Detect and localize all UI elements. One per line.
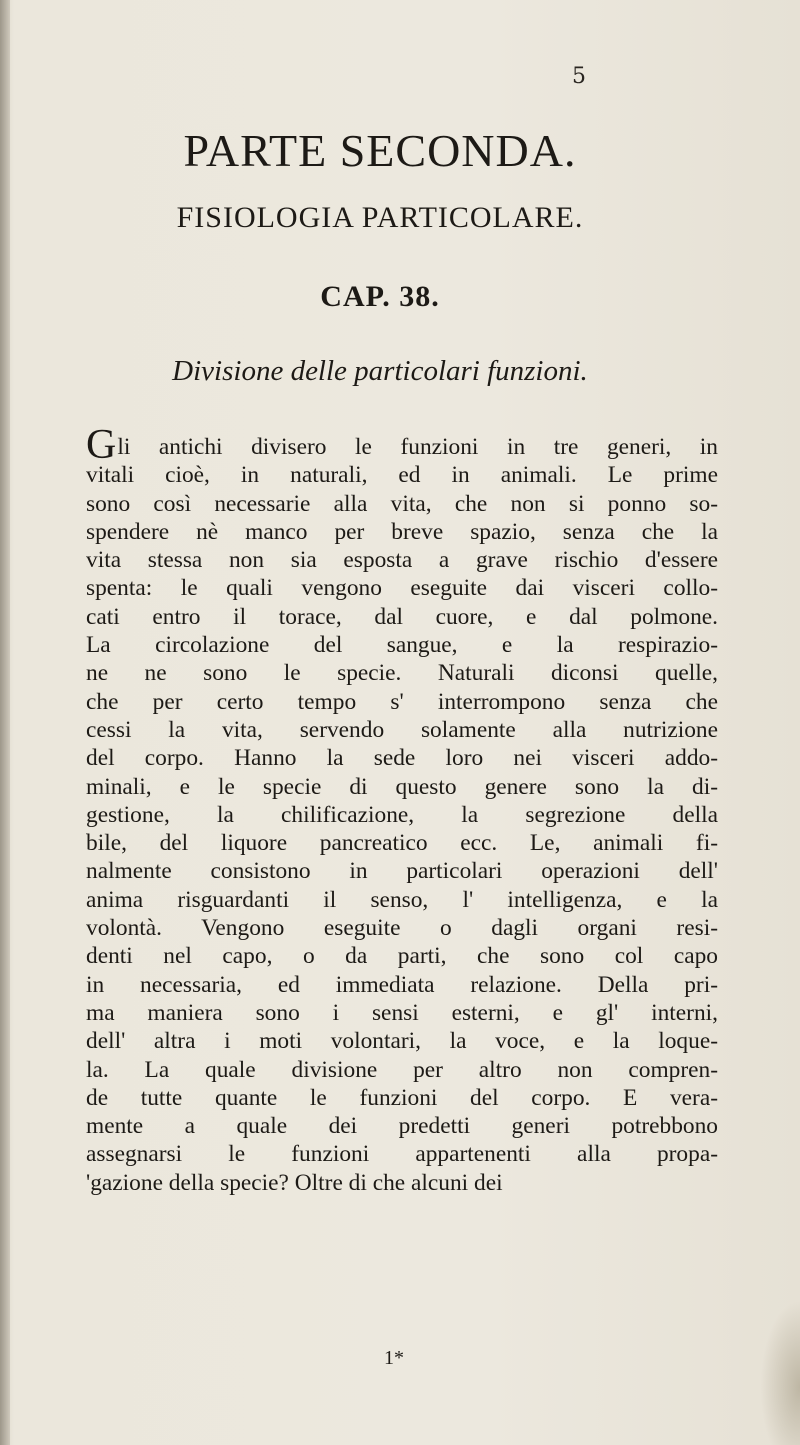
text-line-content: vita stessa non sia esposta a grave rischio d'essere [86,547,718,574]
text-line [86,914,718,942]
text-line [86,603,718,631]
drop-cap: G [86,422,117,468]
text-line [86,942,718,970]
text-line-content: bile, del liquore pancreatico ecc. Le, animali fi- [86,830,718,857]
text-line [86,773,718,801]
text-line-content: de tutte quante le funzioni del corpo. E vera- [86,1084,718,1111]
text-line-content: spenta: le quali vengono eseguite dai visceri collo- [86,575,718,602]
text-line-content: 'gazione della specie? Oltre di che alcuni dei [86,1169,503,1196]
text-line [86,490,718,518]
text-line-content: in necessaria, ed immediata relazione. Della pri- [86,971,718,998]
text-line [86,574,718,602]
text-line-content: denti nel capo, o da parti, che sono col capo [86,943,718,970]
text-line-content: sono così necessarie alla vita, che non si ponno so- [86,490,718,517]
text-line [86,688,718,716]
text-line-content: vitali cioè, in naturali, ed in animali. Le prime [86,462,718,489]
text-line [86,1027,718,1055]
text-line-content: cessi la vita, servendo solamente alla nutrizione [86,716,718,743]
chapter-subtitle: Divisione delle particolari funzioni. [172,355,588,387]
section-title: FISIOLOGIA PARTICOLARE. [176,201,584,234]
text-line [86,1140,718,1168]
text-line-content: ne ne sono le specie. Naturali diconsi quelle, [86,660,718,687]
text-line-content: mente a quale dei predetti generi potrebbono [86,1113,718,1140]
text-line-content: volontà. Vengono eseguite o dagli organi resi- [86,915,718,942]
body-paragraph [86,422,718,1197]
text-line [86,1056,718,1084]
text-line [86,631,718,659]
text-line-content: spendere nè manco per breve spazio, senza che la [86,518,718,545]
text-line [86,659,718,687]
text-line [86,886,718,914]
text-line [86,461,718,489]
text-line-content: anima risguardanti il senso, l' intelligenza, e la [86,886,718,913]
text-line-content: del corpo. Hanno la sede loro nei visceri addo- [86,745,718,772]
chapter-heading: CAP. 38. [320,280,440,313]
page-binding-edge [0,0,10,1445]
text-line-content: la. La quale divisione per altro non compren- [86,1056,718,1083]
text-line [86,422,718,468]
text-line [86,1112,718,1140]
text-line [86,999,718,1027]
text-line [86,546,718,574]
paper-stain [760,1300,800,1445]
text-line-content: assegnarsi le funzioni appartenenti alla propa- [86,1141,718,1168]
text-line [86,971,718,999]
signature-mark: 1* [384,1347,404,1369]
text-line [86,829,718,857]
text-line-content: minali, e le specie di questo genere sono la di- [86,773,718,800]
text-line-content: li antichi divisero le funzioni in tre generi, in [117,434,718,460]
text-line-content: che per certo tempo s' interrompono senza che [86,688,718,715]
text-line-content: ma maniera sono i sensi esterni, e gl' interni, [86,999,718,1026]
text-line [86,716,718,744]
text-line [86,744,718,772]
text-line [86,1169,718,1197]
part-title: PARTE SECONDA. [183,125,577,176]
text-line-content: dell' altra i moti volontari, la voce, e la loque- [86,1028,718,1055]
text-line [86,1084,718,1112]
text-line-content: gestione, la chilificazione, la segrezione della [86,801,718,828]
text-line [86,857,718,885]
text-line-content: nalmente consistono in particolari operazioni dell' [86,858,718,885]
text-line [86,801,718,829]
text-line-content: La circolazione del sangue, e la respirazio- [86,632,718,659]
text-line-content: cati entro il torace, dal cuore, e dal polmone. [86,603,718,630]
page-number: 5 [572,64,586,89]
text-line [86,518,718,546]
